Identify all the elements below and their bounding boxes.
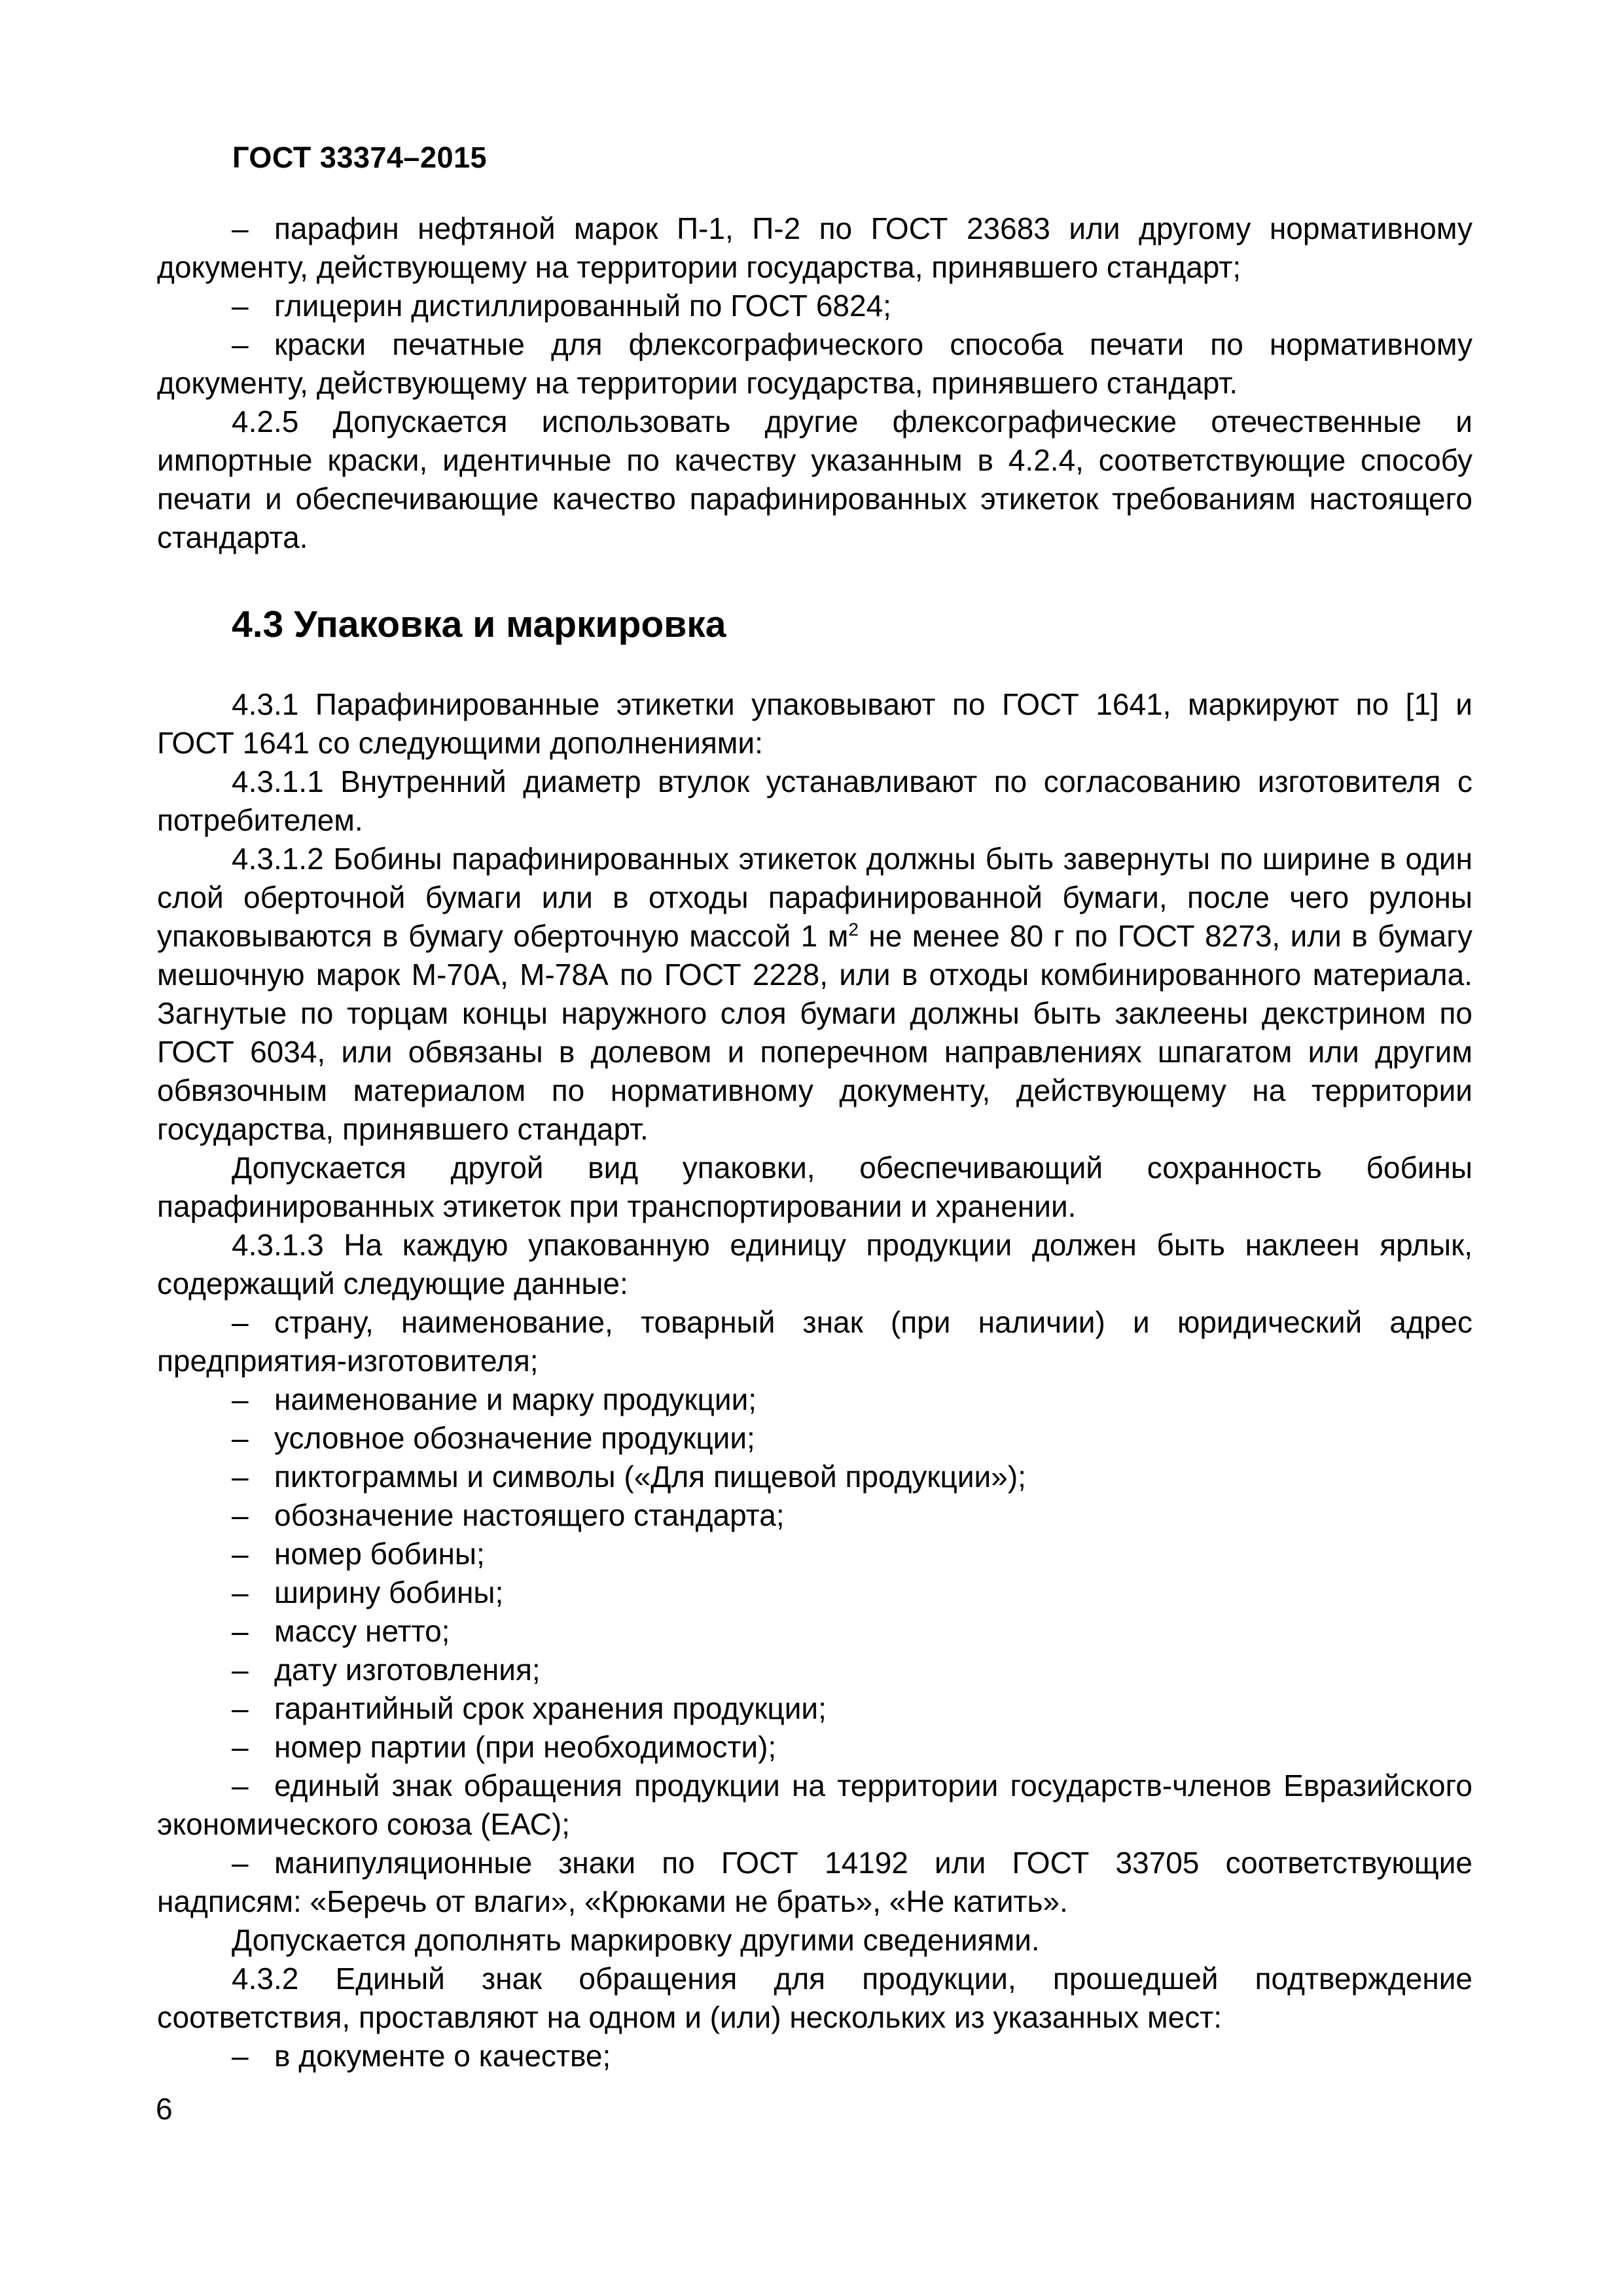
dash-marker: – xyxy=(232,1730,249,1764)
paragraph-4-3-1-1: 4.3.1.1 Внутренний диаметр втулок устанавливают по согласованию изготовителя с потребителем. xyxy=(157,764,1472,837)
dash-marker: – xyxy=(232,1653,249,1687)
paragraph-4-3-1-2-part-b: не менее 80 г по ГОСТ 8273, или в бумагу мешочную марок М-70А, М-78А по ГОСТ 2228, или в отходы комбинированного материала. Загнутые по торцам концы наружного слоя бумаги должны быть заклеены декстрином по ГОСТ 6034, или обвязаны в долевом и поперечном направлениях шпагатом или другим обвязочным материалом по нормативному документу, действующему на территории государства, принявшего стандарт. xyxy=(157,919,1472,1146)
list-item-text: парафин нефтяной марок П-1, П-2 по ГОСТ 23683 или другому нормативному документу, действующему на территории государства, принявшего стандарт; xyxy=(157,211,1472,284)
dash-marker: – xyxy=(232,1575,249,1609)
list-item-text: номер бобины; xyxy=(274,1537,485,1571)
list-item-text: массу нетто; xyxy=(274,1614,450,1648)
list-item xyxy=(157,1458,1472,1496)
list-item-text: ширину бобины; xyxy=(274,1575,504,1609)
list-item-text: краски печатные для флексографического способа печати по нормативному документу, действующему на территории государства, принявшего стандарт. xyxy=(157,327,1472,400)
list-item xyxy=(157,209,1472,287)
list-item xyxy=(157,1380,1472,1419)
standard-header: ГОСТ 33374–2015 xyxy=(232,141,488,174)
dash-marker: – xyxy=(232,1305,249,1339)
dash-marker: – xyxy=(232,1691,249,1725)
list-item xyxy=(157,1689,1472,1728)
label-data-list xyxy=(157,1303,1472,1921)
superscript-2: 2 xyxy=(848,919,859,940)
list-item xyxy=(157,1651,1472,1689)
list-item-text: условное обозначение продукции; xyxy=(274,1421,755,1455)
list-item-text: обозначение настоящего стандарта; xyxy=(274,1498,785,1532)
list-item xyxy=(157,2037,1472,2075)
dash-marker: – xyxy=(232,1846,249,1880)
dash-marker: – xyxy=(232,211,249,245)
list-item-text: номер партии (при необходимости); xyxy=(274,1730,777,1764)
section-title: 4.3 Упаковка и маркировка xyxy=(232,603,726,645)
list-item-text: манипуляционные знаки по ГОСТ 14192 или ГОСТ 33705 соответствующие надписям: «Беречь от влаги», «Крюками не брать», «Не катить». xyxy=(157,1846,1472,1918)
page-number: 6 xyxy=(156,2092,173,2126)
list-item xyxy=(157,1844,1472,1921)
paragraph-allowed-marking: Допускается дополнять маркировку другими сведениями. xyxy=(232,1923,1040,1957)
dash-marker: – xyxy=(232,1498,249,1532)
paragraph-4-3-2: 4.3.2 Единый знак обращения для продукции, прошедшей подтверждение соответствия, проставляют на одном и (или) нескольких из указанных мест: xyxy=(157,1962,1472,2034)
list-item-text: пиктограммы и символы («Для пищевой продукции»); xyxy=(274,1460,1026,1494)
list-item xyxy=(157,1612,1472,1651)
paragraph-4-2-5: 4.2.5 Допускается использовать другие флексографические отечественные и импортные краски, идентичные по качеству указанным в 4.2.4, соответствующие способу печати и обеспечивающие качество парафинированных этикеток требованиям настоящего стандарта. xyxy=(157,404,1472,554)
dash-marker: – xyxy=(232,327,249,361)
paragraph-4-3-1: 4.3.1 Парафинированные этикетки упаковывают по ГОСТ 1641, маркируют по [1] и ГОСТ 1641 со следующими дополнениями: xyxy=(157,687,1472,760)
dash-marker: – xyxy=(232,289,249,323)
dash-marker: – xyxy=(232,2039,249,2073)
list-item xyxy=(157,287,1472,325)
list-item-text: наименование и марку продукции; xyxy=(274,1382,757,1416)
list-item-text: глицерин дистиллированный по ГОСТ 6824; xyxy=(274,289,891,323)
page-content xyxy=(157,209,1472,2075)
list-item xyxy=(157,1728,1472,1767)
dash-marker: – xyxy=(232,1614,249,1648)
list-item xyxy=(157,1535,1472,1573)
dash-marker: – xyxy=(232,1460,249,1494)
dash-marker: – xyxy=(232,1768,249,1803)
list-item xyxy=(157,1419,1472,1458)
paragraph-allowed-packaging: Допускается другой вид упаковки, обеспечивающий сохранность бобины парафинированных этикеток при транспортировании и хранении. xyxy=(157,1151,1472,1223)
dash-marker: – xyxy=(232,1382,249,1416)
list-item xyxy=(157,1573,1472,1612)
list-item-text: единый знак обращения продукции на территории государств-членов Евразийского экономического союза (ЕАС); xyxy=(157,1768,1472,1841)
paragraph-4-3-1-3: 4.3.1.3 На каждую упакованную единицу продукции должен быть наклеен ярлык, содержащий следующие данные: xyxy=(157,1228,1472,1300)
dash-marker: – xyxy=(232,1421,249,1455)
list-item xyxy=(157,325,1472,403)
list-item-text: страну, наименование, товарный знак (при наличии) и юридический адрес предприятия-изготовителя; xyxy=(157,1305,1472,1378)
paragraph-4-3-1-2-part-a: 4.3.1.2 Бобины парафинированных этикеток должны быть завернуты по ширине в один слой оберточной бумаги или в отходы парафинированной бумаги, после чего рулоны упаковываются в бумагу оберточную массой 1 м xyxy=(157,842,1472,953)
list-item xyxy=(157,1767,1472,1844)
list-item xyxy=(157,1496,1472,1535)
list-item-text: гарантийный срок хранения продукции; xyxy=(274,1691,827,1725)
list-item-text: в документе о качестве; xyxy=(274,2039,611,2073)
paragraph-4-3-1-2 xyxy=(157,840,1472,1149)
list-item xyxy=(157,1303,1472,1380)
list-item-text: дату изготовления; xyxy=(274,1653,541,1687)
dash-marker: – xyxy=(232,1537,249,1571)
